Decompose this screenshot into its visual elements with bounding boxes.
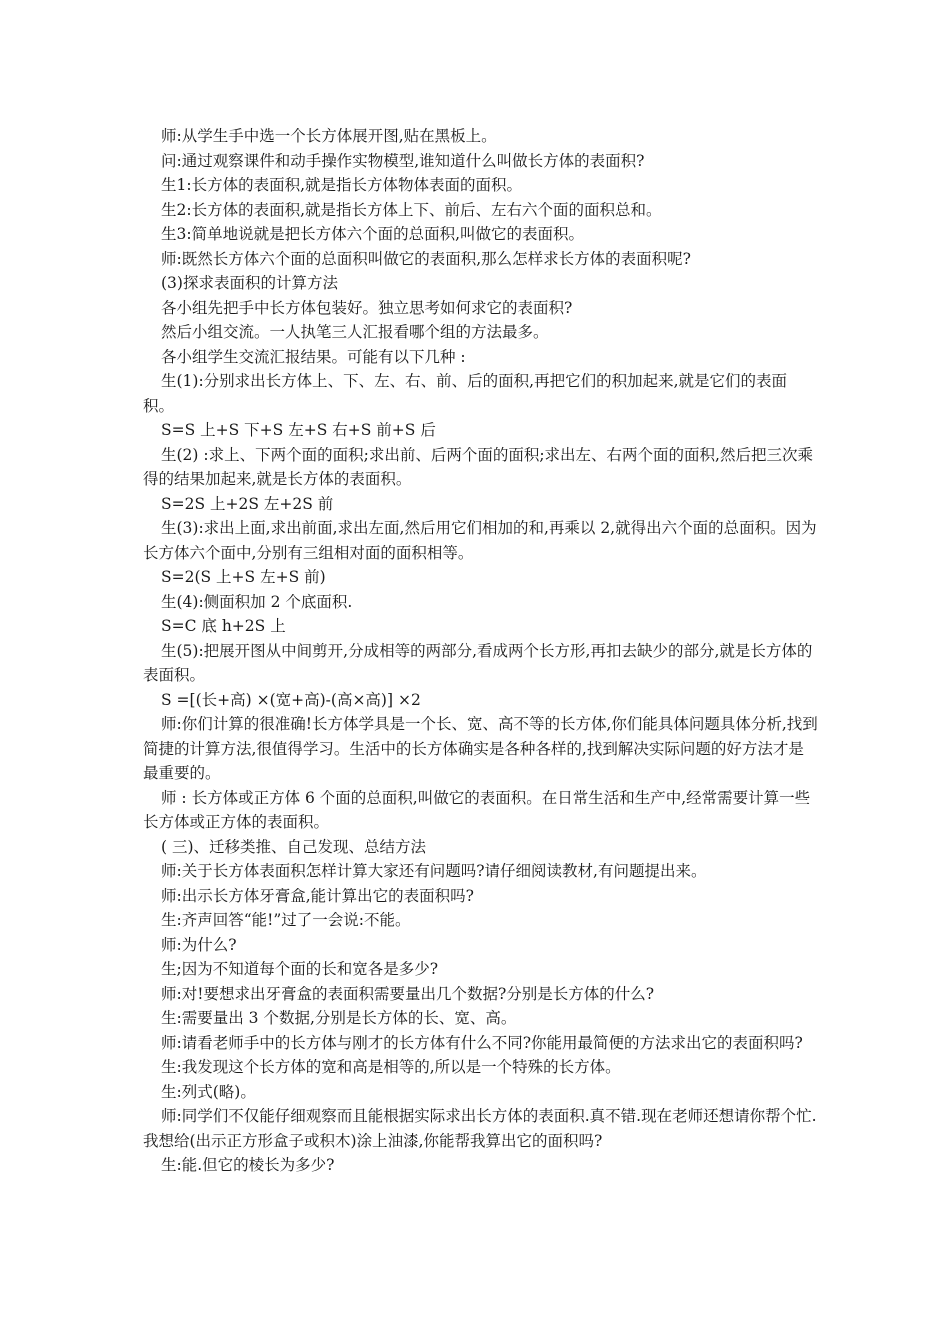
paragraph: 师:关于长方体表面积怎样计算大家还有问题吗?请仔细阅读教材,有问题提出来。	[161, 862, 707, 880]
document-body	[143, 124, 818, 1178]
paragraph: 生(4):侧面积加 2 个底面积.	[161, 592, 353, 611]
paragraph: 师:请看老师手中的长方体与刚才的长方体有什么不同?你能用最简便的方法求出它的表面积吗?	[161, 1033, 803, 1052]
paragraph: 师:你们计算的很准确!长方体学具是一个长、宽、高不等的长方体,你们能具体问题具体分析,找到简捷的计算方法,很值得学习。生活中的长方体确实是各种各样的,找到解决实际问题的好方法才是最重要的。	[143, 715, 818, 782]
formula: S=2(S 上+S 左+S 前)	[161, 568, 326, 586]
section-heading: ( 三)、迁移类推、自己发现、总结方法	[161, 837, 427, 856]
paragraph: 各小组学生交流汇报结果。可能有以下几种 :	[161, 347, 466, 366]
paragraph: 生(2) :求上、下两个面的面积;求出前、后两个面的面积;求出左、右两个面的面积,然后把三次乘得的结果加起来,就是长方体的表面积。	[143, 445, 813, 488]
paragraph: 生:列式(略)。	[161, 1082, 256, 1101]
paragraph: 生2:长方体的表面积,就是指长方体上下、前后、左右六个面的面积总和。	[161, 200, 662, 219]
section-heading: (3)探求表面积的计算方法	[161, 274, 338, 292]
paragraph: 师:既然长方体六个面的总面积叫做它的表面积,那么怎样求长方体的表面积呢?	[161, 249, 691, 268]
formula: S =[(长+高) ×(宽+高)-(高×高)] ×2	[161, 690, 421, 709]
paragraph: 生(3):求出上面,求出前面,求出左面,然后用它们相加的和,再乘以 2,就得出六个面的总面积。因为长方体六个面中,分别有三组相对面的面积相等。	[143, 519, 817, 562]
paragraph: 生(5):把展开图从中间剪开,分成相等的两部分,看成两个长方形,再扣去缺少的部分,就是长方体的表面积。	[143, 641, 813, 684]
paragraph: 生:我发现这个长方体的宽和高是相等的,所以是一个特殊的长方体。	[161, 1058, 621, 1076]
paragraph: 问:通过观察课件和动手操作实物模型,谁知道什么叫做长方体的表面积?	[161, 151, 645, 170]
paragraph: 师:出示长方体牙膏盒,能计算出它的表面积吗?	[161, 886, 474, 905]
paragraph: 生(1):分别求出长方体上、下、左、右、前、后的面积,再把它们的积加起来,就是它们的表面积。	[143, 372, 788, 415]
formula: S=2S 上+2S 左+2S 前	[161, 494, 334, 513]
paragraph: 师:为什么?	[161, 935, 237, 954]
paragraph: 师:从学生手中选一个长方体展开图,贴在黑板上。	[161, 127, 497, 145]
paragraph: 生:齐声回答“能!”过了一会说:不能。	[161, 911, 411, 929]
formula: S=C 底 h+2S 上	[161, 617, 286, 635]
paragraph: 生:能.但它的棱长为多少?	[161, 1156, 335, 1174]
paragraph: 然后小组交流。一人执笔三人汇报看哪个组的方法最多。	[161, 323, 549, 341]
paragraph: 各小组先把手中长方体包装好。独立思考如何求它的表面积?	[161, 298, 573, 317]
paragraph: 师:对!要想求出牙膏盒的表面积需要量出几个数据?分别是长方体的什么?	[161, 984, 655, 1003]
formula: S=S 上+S 下+S 左+S 右+S 前+S 后	[161, 421, 436, 439]
paragraph: 师 : 长方体或正方体 6 个面的总面积,叫做它的表面积。在日常生活和生产中,经常需要计算一些长方体或正方体的表面积。	[143, 788, 811, 831]
paragraph: 生3:简单地说就是把长方体六个面的总面积,叫做它的表面积。	[161, 225, 585, 243]
paragraph: 生1:长方体的表面积,就是指长方体物体表面的面积。	[161, 176, 523, 194]
paragraph: 生:需要量出 3 个数据,分别是长方体的长、宽、高。	[161, 1009, 517, 1027]
paragraph: 师:同学们不仅能仔细观察而且能根据实际求出长方体的表面积.真不错.现在老师还想请你帮个忙.我想给(出示正方形盒子或积木)涂上油漆,你能帮我算出它的面积吗?	[143, 1107, 817, 1150]
paragraph: 生;因为不知道每个面的长和宽各是多少?	[161, 960, 439, 978]
